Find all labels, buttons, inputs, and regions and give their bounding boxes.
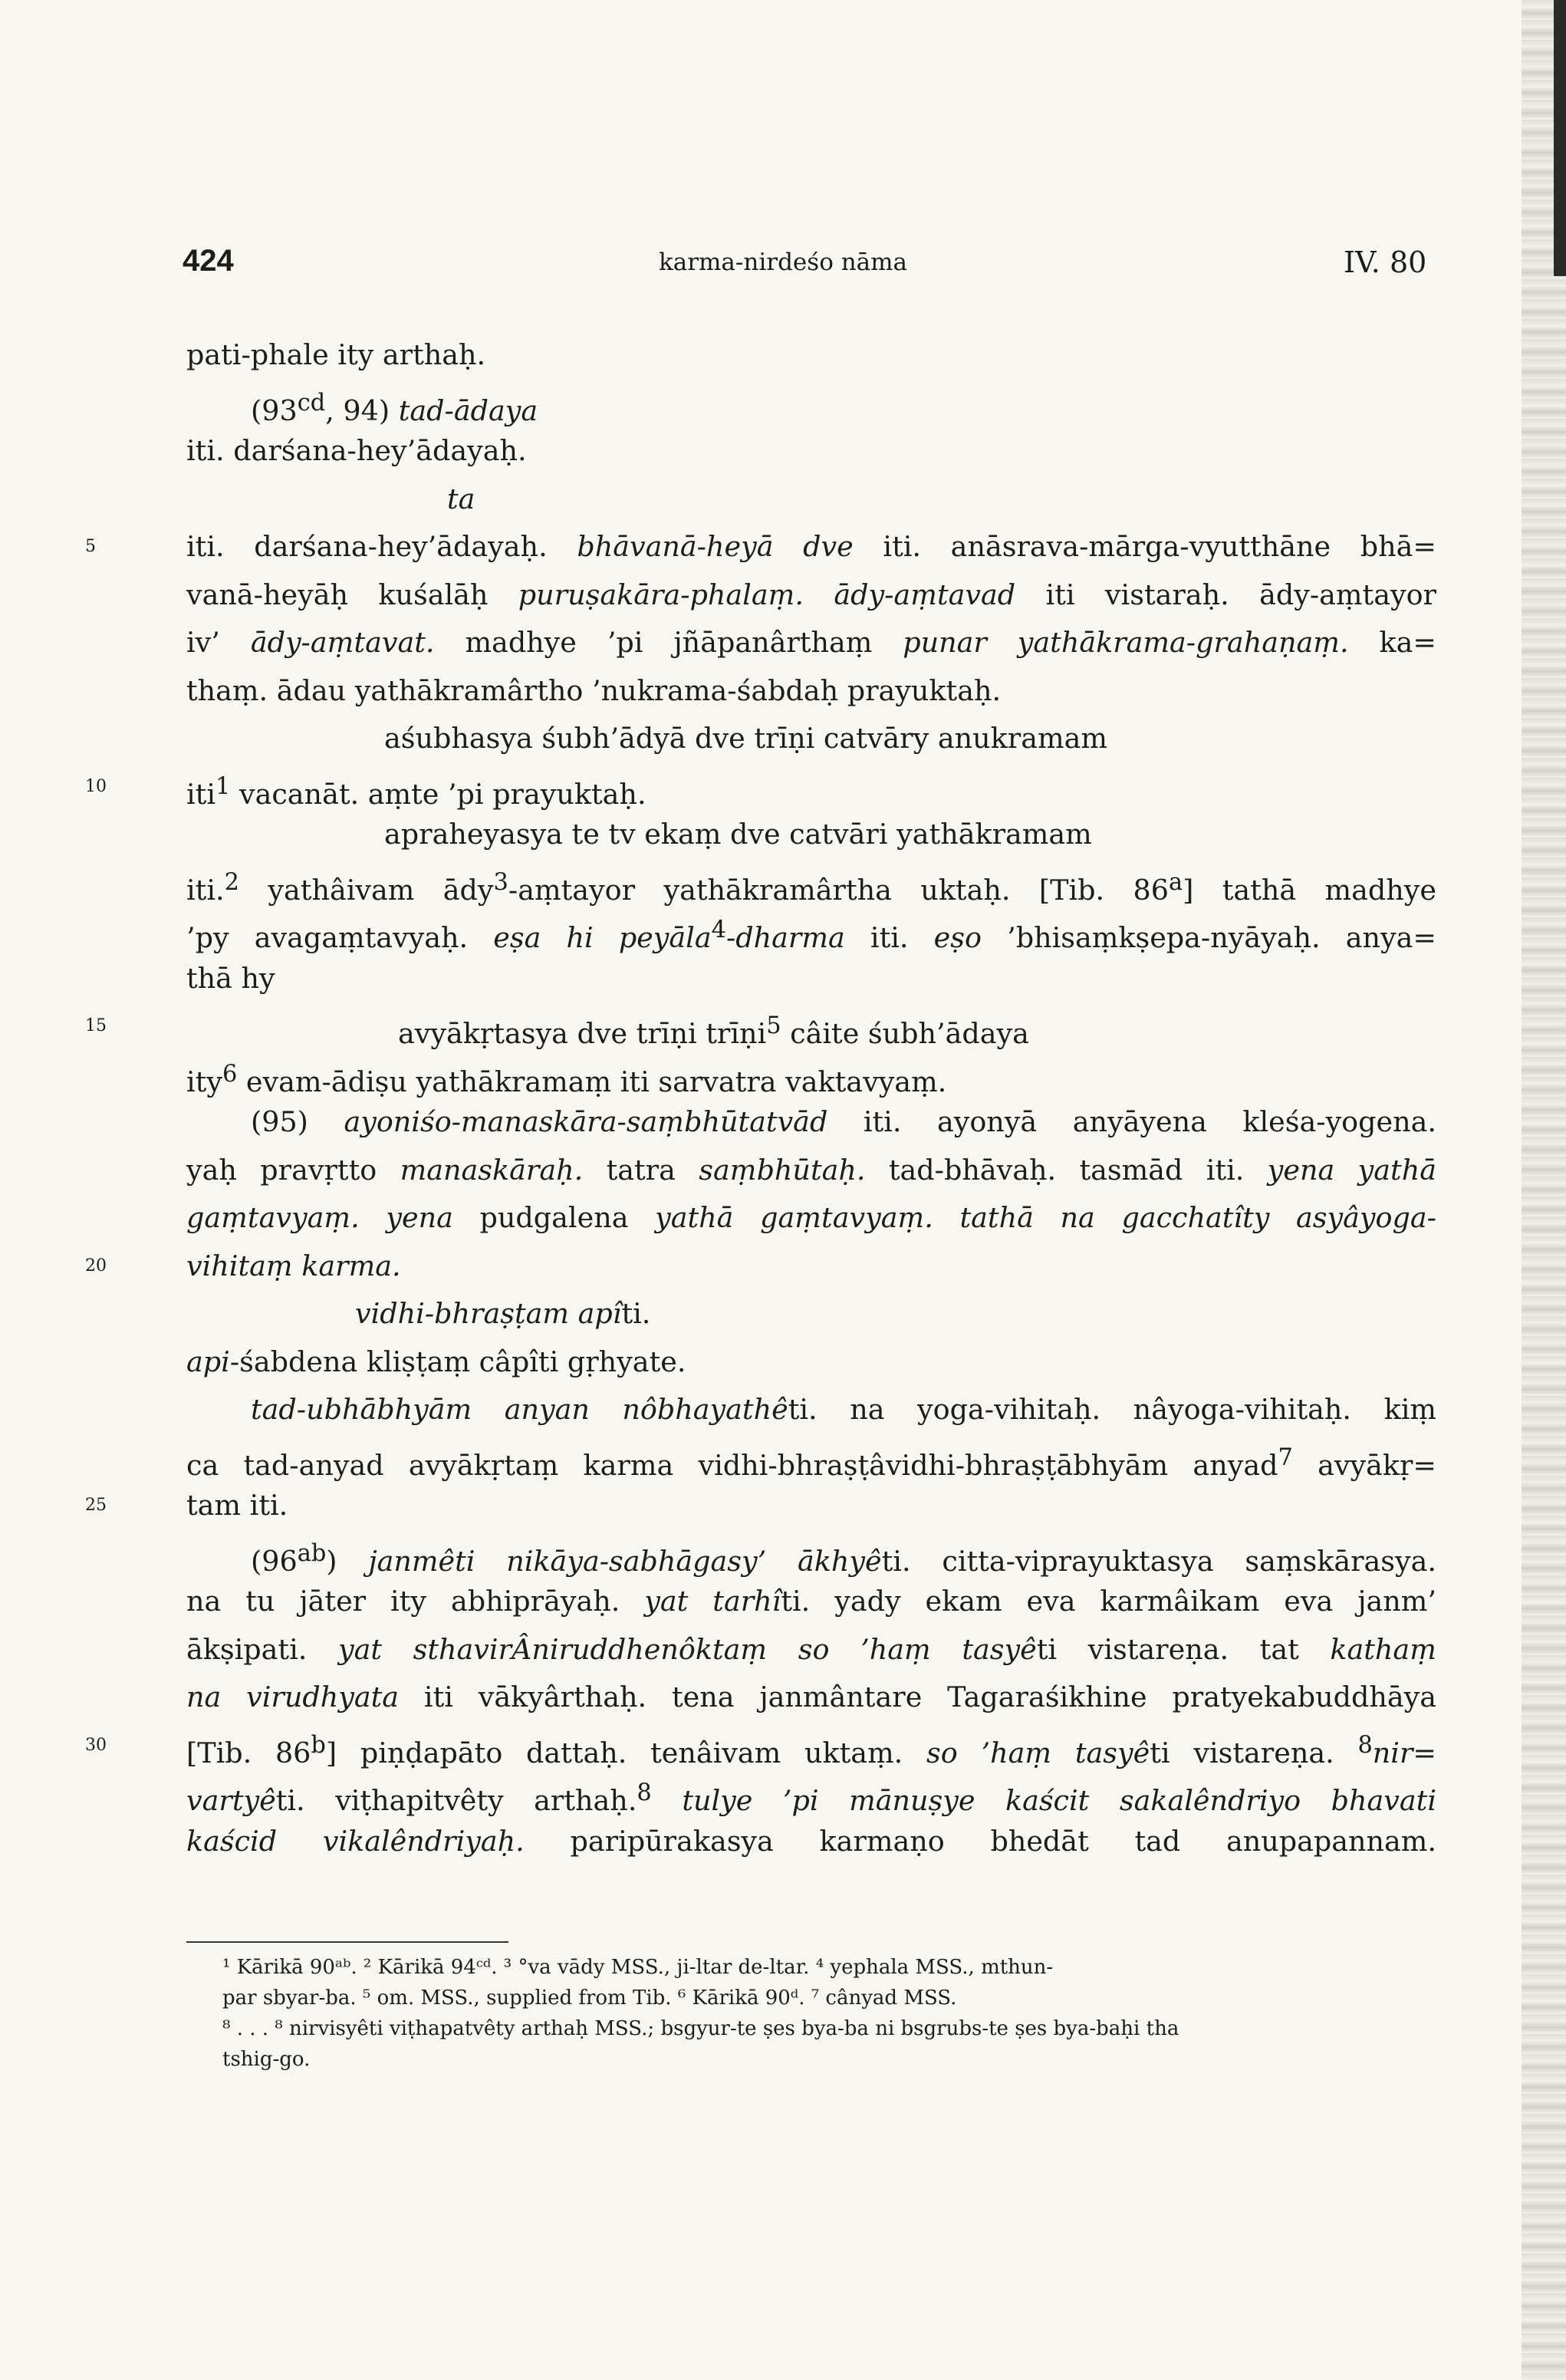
line-number: 5 [85,537,96,556]
text-line: iv’ ādy-aṃtavat. madhye ’pi jñāpanârthaṃ punar yathākrama-grahaṇaṃ. ka= [186,626,1436,659]
footnote-line: ¹ Kārikā 90ᵃᵇ. ² Kārikā 94ᶜᵈ. ³ °va vādy MSS., ji-ltar de-ltar. ⁴ yephala MSS., mthun- [222,1956,1054,1979]
text-line: 5 iti. darśana-hey’ādayaḥ. bhāvanā-heyā dve iti. anāsrava-mārga-vyutthāne bhā= [186,523,1436,571]
verse-line: apraheyasya te tv ekaṃ dve catvāri yathākramam [384,818,1092,851]
text-line: vanā-heyāḥ kuśalāḥ puruṣakāra-phalaṃ. ādy-aṃtavad iti vistaraḥ. ādy-aṃtayor [186,578,1436,611]
text-line: yaḥ pravṛtto manaskāraḥ. tatra saṃbhūtaḥ. tad-bhāvaḥ. tasmād iti. yena yathā [186,1153,1436,1187]
line-number: 30 [85,1735,107,1755]
text-line: na tu jāter ity abhiprāyaḥ. yat tarhîti. yady ekam eva karmâikam eva janm’ [186,1585,1436,1618]
verse-line: 15 avyākṛtasya dve trīṇi trīṇi$^5$ câite śubh’ādaya [186,1002,1436,1051]
section-number: IV. 80 [1344,245,1427,279]
text-line: 10 iti$^1$ vacanāt. aṃte ’pi prayuktaḥ. [186,763,1436,811]
text-line: ($93^{cd}$, 94) tad-ādaya [251,389,538,427]
page-header [0,244,1566,290]
text-line: (95) ayoniśo-manaskāra-saṃbhūtatvād iti. ayonyā anyāyena kleśa-yogena. [251,1105,1436,1138]
verse-line: aśubhasya śubh’ādyā dve trīṇi catvāry anukramam [384,722,1107,755]
text-line: ity$^6$ evam-ādiṣu yathākramaṃ iti sarvatra vaktavyaṃ. [186,1060,947,1098]
text-line: tad-ubhābhyām anyan nôbhayathêti. na yoga-vihitaḥ. nâyoga-vihitaḥ. kiṃ [251,1393,1436,1426]
footnotes [222,1952,1426,2075]
footnote-line: par sbyar-ba. ⁵ om. MSS., supplied from Tib. ⁶ Kārikā 90ᵈ. ⁷ cânyad MSS. [222,1987,957,2010]
page-number: 424 [183,244,234,278]
line-number: 10 [85,776,107,796]
text-line: iti.$^2$ yathâivam ādy$^3$-aṃtayor yathākramârtha uktaḥ. [Tib. 86$^a$] tathā madhye [186,868,1437,907]
line-number: 15 [85,1016,107,1035]
text-line: iti. darśana-hey’ādayaḥ. [186,434,527,467]
text-line: gaṃtavyaṃ. yena pudgalena yathā gaṃtavyaṃ. tathā na gacchatîty asyâyoga- [186,1201,1436,1234]
text-line: vartyêti. viṭhapitvêty arthaḥ.$^8$ tulye ’pi mānuṣye kaścit sakalêndriyo bhavati [186,1779,1436,1818]
text-line: ’py avagaṃtavyaḥ. eṣa hi peyāla$^4$-dharma iti. eṣo ’bhisaṃkṣepa-nyāyaḥ. anya= [186,917,1437,955]
line-number: 25 [85,1496,107,1515]
footnote-line: tshig-go. [222,2048,311,2071]
text-line: kaścid vikalêndriyaḥ. paripūrakasya karmaṇo bhedāt tad anupapannam. [186,1824,1437,1858]
text-line: api-śabdena kliṣṭaṃ câpîti gṛhyate. [186,1345,686,1378]
text-line: thā hy [186,961,275,995]
line-number: 20 [85,1256,107,1276]
text-line: ākṣipati. yat sthavirÂniruddhenôktaṃ so ’haṃ tasyêti vistareṇa. tat kathaṃ [186,1632,1436,1666]
text-line: 20 vihitaṃ karma. [186,1243,1436,1291]
scan-edge [1522,0,1566,2380]
text-line: $(96^{ab})$ janmêti nikāya-sabhāgasy’ ākhyêti. citta-viprayuktasya saṃskārasya. [251,1539,1437,1578]
text-line: thaṃ. ādau yathākramârtho ’nukrama-śabdaḥ prayuktaḥ. [186,673,1002,707]
footnote-rule [186,1941,508,1943]
footnote-line: ⁸ . . . ⁸ nirvisyêti viṭhapatvêty arthaḥ MSS.; bsgyur-te ṣes bya-ba ni bsgrubs-te ṣes bya-baḥi tha [222,2017,1179,2040]
text-line: ca tad-anyad avyākṛtaṃ karma vidhi-bhraṣṭâvidhi-bhraṣṭābhyām anyad$^7$ avyākṛ= [186,1443,1436,1482]
text-line: na virudhyata iti vākyârthaḥ. tena janmântare Tagaraśikhine pratyekabuddhāya [186,1680,1436,1713]
text-line: pati-phale ity arthaḥ. [186,338,486,371]
scan-edge-shadow [1554,0,1566,276]
text-line: 25 tam iti. [186,1482,1436,1530]
running-head: karma-nirdeśo nāma [658,249,908,276]
text-line: 30 [Tib. 86$^b$] piṇḍapāto dattaḥ. tenâivam uktaṃ. so ’haṃ tasyêti vistareṇa. $^8$nir= [186,1722,1436,1770]
text-line: ta [447,482,475,515]
verse-line: vidhi-bhraṣṭam apîti. [355,1297,651,1330]
